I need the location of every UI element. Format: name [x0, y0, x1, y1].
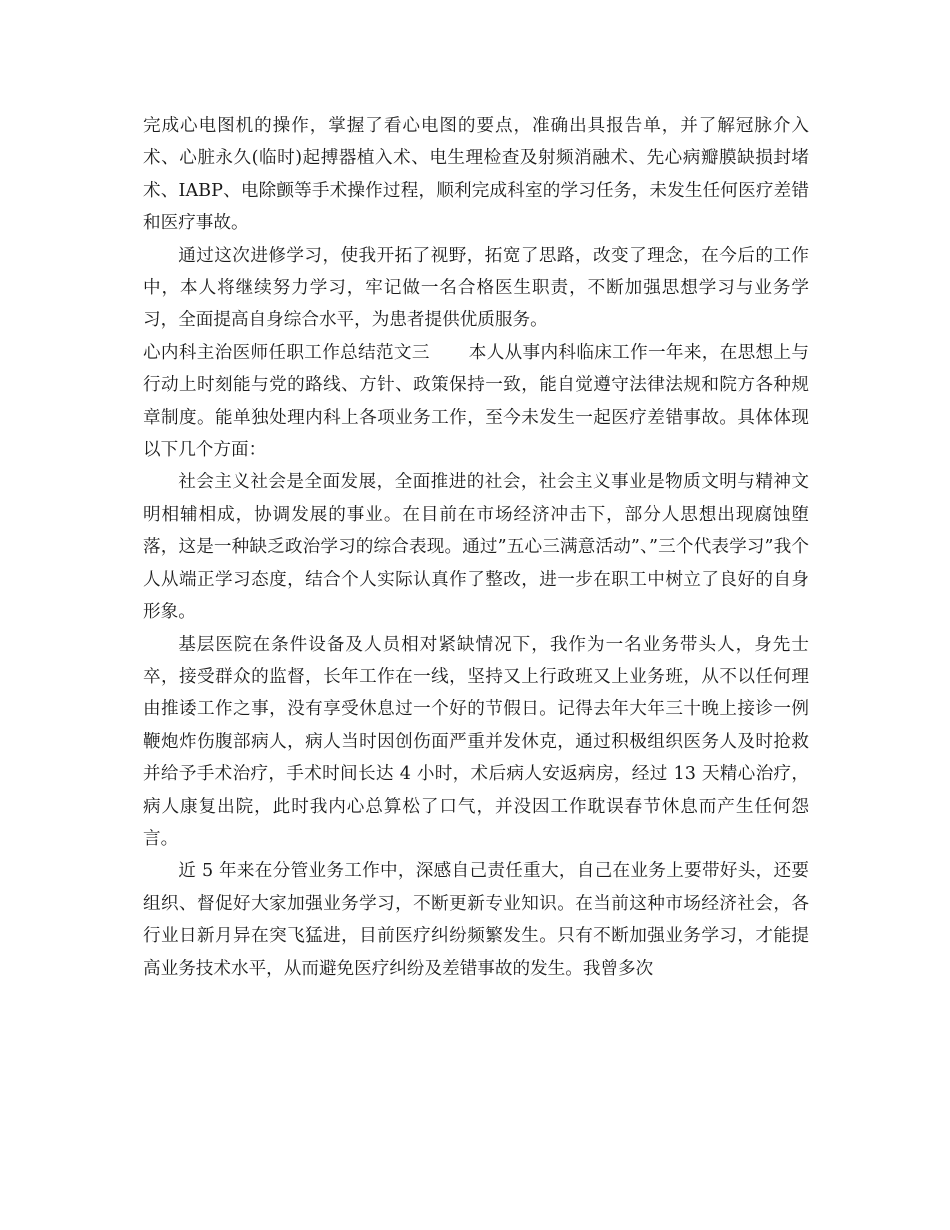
section-title: 心内科主治医师任职工作总结范文三: [143, 342, 430, 363]
paragraph-5: 基层医院在条件设备及人员相对紧缺情况下，我作为一名业务带头人，身先士卒，接受群众的监督，长年工作在一线，坚持又上行政班又上业务班，从不以任何理由推诿工作之事，没有享受休息过一个好的节假日。记得去年大年三十晚上接诊一例鞭炮炸伤腹部病人，病人当时因创伤面严重并发休克，通过积极组织医务人及时抢救并给予手术治疗，手术时间长达 4 小时，术后病人安返病房，经过 13 天精心治疗，病人康复出院，此时我内心总算松了口气，并没因工作耽误春节休息而产生任何怨言。: [143, 634, 809, 849]
paragraph-2: 通过这次进修学习，使我开拓了视野，拓宽了思路，改变了理念，在今后的工作中，本人将继续努力学习，牢记做一名合格医生职责，不断加强思想学习与业务学习，全面提高自身综合水平，为患者提供优质服务。: [143, 245, 809, 331]
paragraph-3: [143, 337, 809, 467]
document-page: [143, 110, 809, 985]
paragraph-4: 社会主义社会是全面发展，全面推进的社会，社会主义事业是物质文明与精神文明相辅相成，协调发展的事业。在目前在市场经济冲击下，部分人思想出现腐蚀堕落，这是一种缺乏政治学习的综合表现。通过”五心三满意活动”、”三个代表学习”我个人从端正学习态度，结合个人实际认真作了整改，进一步在职工中树立了良好的自身形象。: [143, 472, 809, 623]
paragraph-3-body: 本人从事内科临床工作一年来，在思想上与行动上时刻能与党的路线、方针、政策保持一致，能自觉遵守法律法规和院方各种规章制度。能单独处理内科上各项业务工作，至今未发生一起医疗差错事故。具体体现以下几个方面：: [143, 342, 809, 461]
paragraph-6: 近 5 年来在分管业务工作中，深感自己责任重大，自己在业务上要带好头，还要组织、督促好大家加强业务学习，不断更新专业知识。在当前这种市场经济社会，各行业日新月异在突飞猛进，目前医疗纠纷频繁发生。只有不断加强业务学习，才能提高业务技术水平，从而避免医疗纠纷及差错事故的发生。我曾多次: [143, 861, 809, 979]
paragraph-1: 完成心电图机的操作，掌握了看心电图的要点，准确出具报告单，并了解冠脉介入术、心脏永久(临时)起搏器植入术、电生理检查及射频消融术、先心病瓣膜缺损封堵术、IABP、电除颤等手术操作过程，顺利完成科室的学习任务，未发生任何医疗差错和医疗事故。: [143, 116, 809, 234]
